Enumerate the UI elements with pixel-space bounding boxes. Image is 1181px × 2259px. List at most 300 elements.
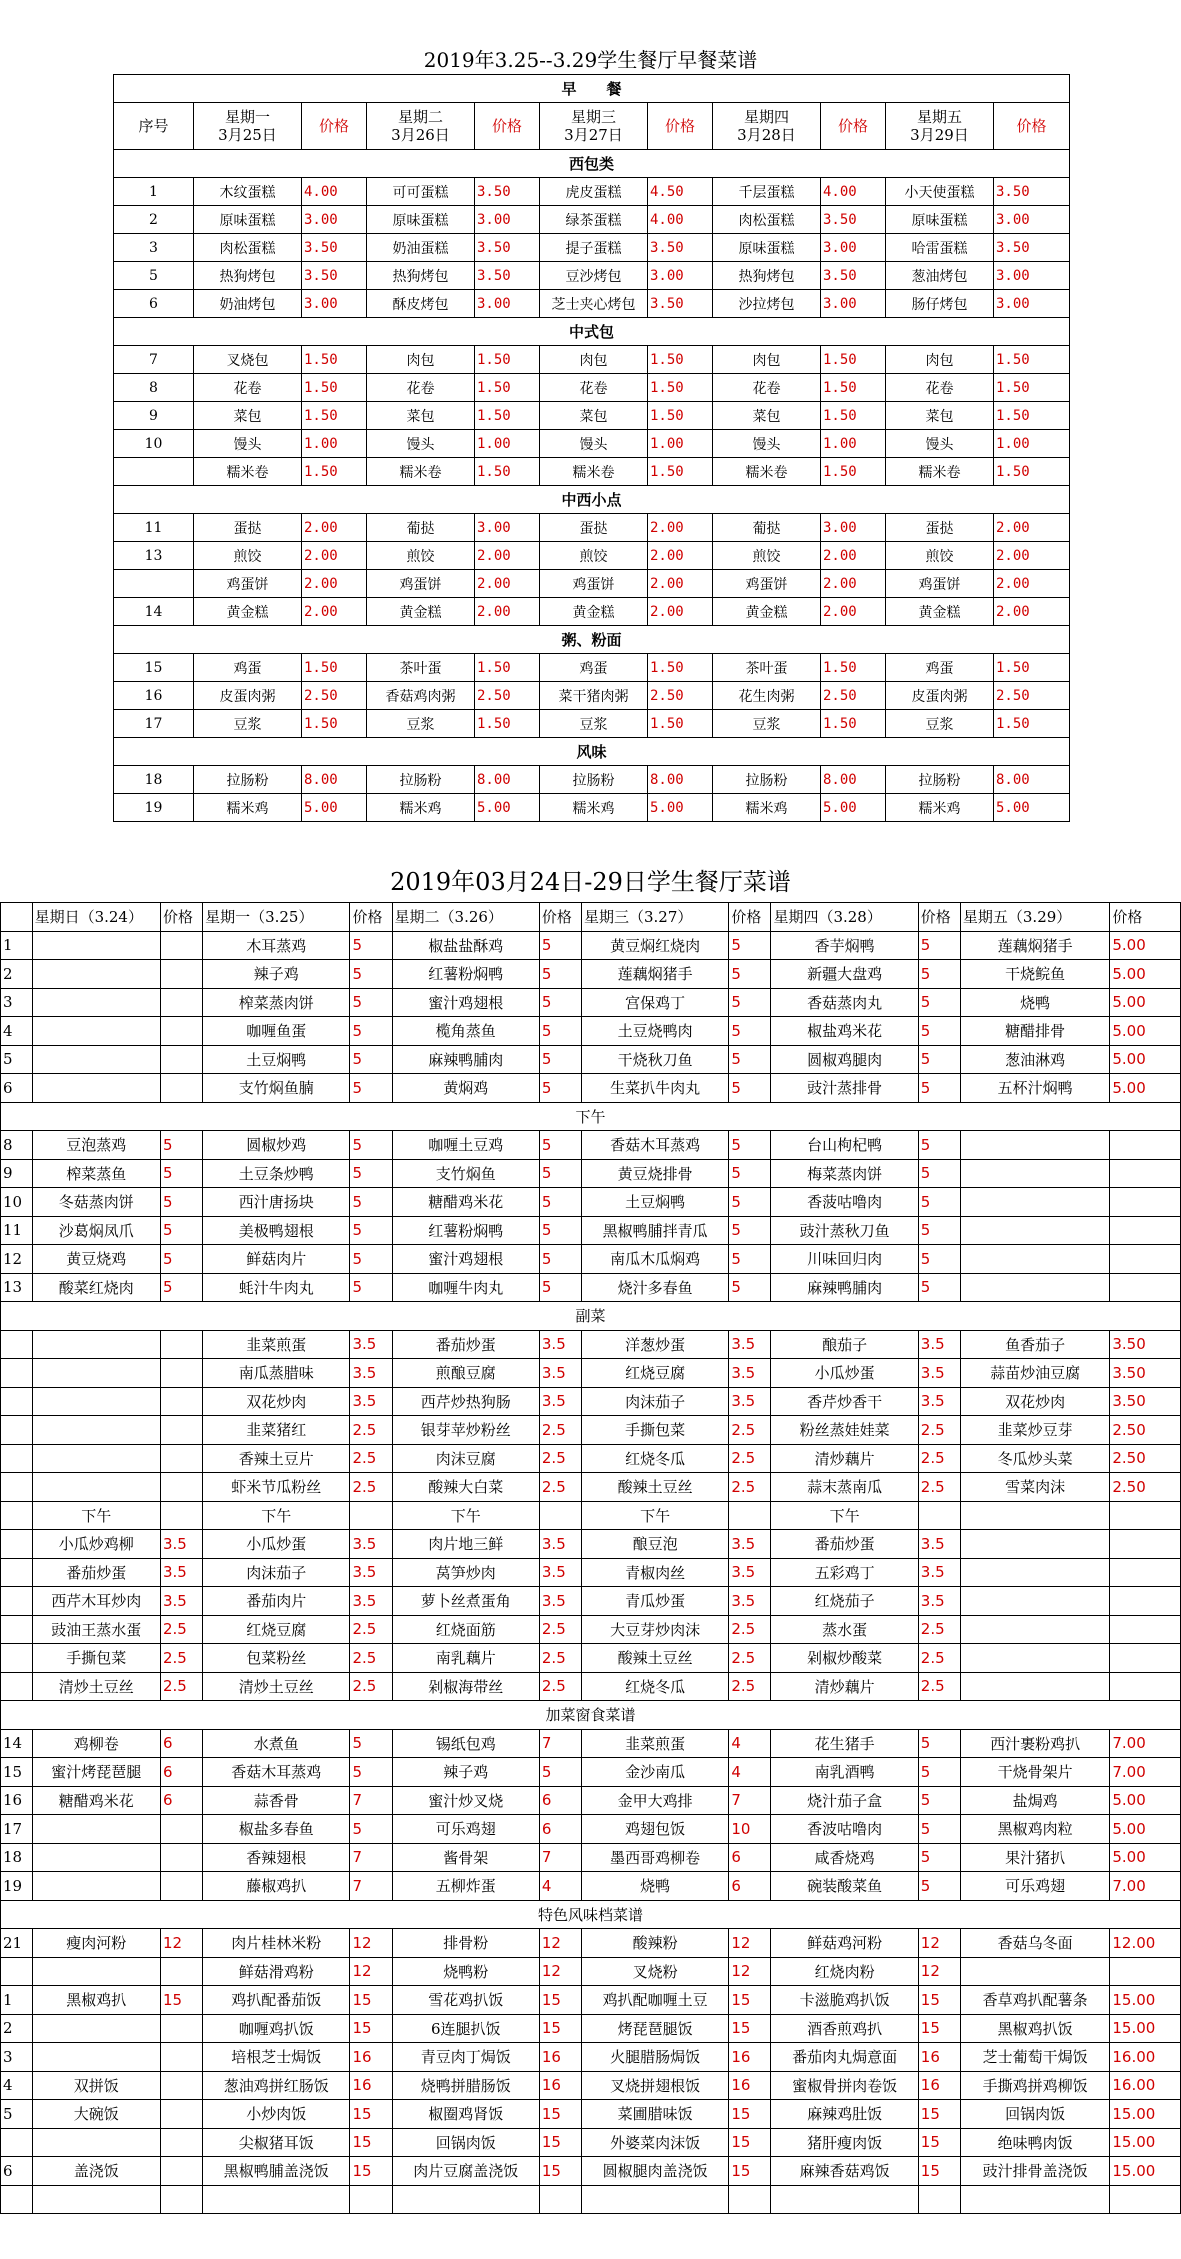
dish-cell: 花卷 [713, 374, 821, 402]
price-cell: 2.00 [648, 598, 713, 626]
table-row [114, 710, 1070, 738]
price-cell: 1.50 [648, 710, 713, 738]
table-row [1, 1473, 1181, 1502]
subheader-row [1, 1501, 1181, 1530]
row-number: 1 [114, 178, 194, 206]
price-cell [1110, 1530, 1181, 1559]
table-row [114, 654, 1070, 682]
dish-cell: 鸡蛋饼 [367, 570, 475, 598]
dish-cell: 煎酿豆腐 [392, 1359, 539, 1388]
price-cell: 2.00 [821, 598, 886, 626]
table-row [1, 1672, 1181, 1701]
price-cell: 2.00 [994, 598, 1070, 626]
price-cell: 2.5 [539, 1672, 581, 1701]
price-cell: 12 [539, 1929, 581, 1958]
header-row [114, 103, 1070, 150]
price-cell: 1.00 [475, 430, 540, 458]
price-cell: 5 [918, 1045, 960, 1074]
price-cell: 2.5 [350, 1672, 392, 1701]
dish-cell [32, 1017, 160, 1046]
price-cell: 3.5 [918, 1587, 960, 1616]
price-cell: 5.00 [1110, 1843, 1181, 1872]
price-cell: 12 [729, 1957, 771, 1986]
row-number [1, 2185, 33, 2214]
dish-cell [960, 1159, 1109, 1188]
dish-cell: 干烧骨架片 [960, 1758, 1109, 1787]
dish-cell: 排骨粉 [392, 1929, 539, 1958]
price-cell [160, 1843, 202, 1872]
dish-cell: 辣子鸡 [203, 960, 350, 989]
dish-cell [203, 2185, 350, 2214]
dish-cell: 黄金糕 [886, 598, 994, 626]
dish-cell: 盐焗鸡 [960, 1786, 1109, 1815]
dish-cell: 咖喱土豆鸡 [392, 1131, 539, 1160]
dish-cell: 土豆条炒鸭 [203, 1159, 350, 1188]
price-cell: 7 [539, 1843, 581, 1872]
price-cell: 5 [918, 1843, 960, 1872]
price-cell: 2.50 [475, 682, 540, 710]
price-cell: 5 [729, 1216, 771, 1245]
dish-cell: 肉包 [367, 346, 475, 374]
price-cell: 4.50 [648, 178, 713, 206]
price-cell: 5 [350, 1159, 392, 1188]
price-cell: 3.00 [302, 206, 367, 234]
price-cell: 5 [160, 1188, 202, 1217]
dish-cell: 银芽苹炒粉丝 [392, 1416, 539, 1445]
price-cell: 15 [350, 2128, 392, 2157]
dish-cell: 豆浆 [886, 710, 994, 738]
dish-cell: 可乐鸡翅 [392, 1815, 539, 1844]
dish-cell: 蒜香骨 [203, 1786, 350, 1815]
table-row [1, 1273, 1181, 1302]
price-cell: 15.00 [1110, 2100, 1181, 2129]
price-cell [1110, 1672, 1181, 1701]
dish-cell: 茶叶蛋 [367, 654, 475, 682]
price-cell: 15 [729, 2014, 771, 2043]
row-number: 6 [1, 2157, 33, 2186]
price-cell: 1.50 [302, 458, 367, 486]
dish-cell: 香菠咕噜肉 [771, 1188, 918, 1217]
dish-cell: 椒圈鸡肾饭 [392, 2100, 539, 2129]
price-cell: 5 [350, 1729, 392, 1758]
dish-cell: 木纹蛋糕 [194, 178, 302, 206]
dish-cell: 大豆芽炒肉沫 [581, 1615, 728, 1644]
dish-cell: 手撕包菜 [581, 1416, 728, 1445]
dish-cell: 奶油蛋糕 [367, 234, 475, 262]
dish-cell: 豆浆 [367, 710, 475, 738]
table-row [114, 430, 1070, 458]
dish-cell: 花卷 [194, 374, 302, 402]
price-cell: 3.5 [918, 1530, 960, 1559]
price-cell: 2.00 [994, 514, 1070, 542]
dish-cell: 韭菜煎蛋 [581, 1729, 728, 1758]
dish-cell: 豆浆 [194, 710, 302, 738]
price-cell: 3.5 [539, 1359, 581, 1388]
price-cell: 15.00 [1110, 1986, 1181, 2015]
price-cell: 2.5 [350, 1416, 392, 1445]
meal-row [114, 75, 1070, 103]
row-number [1, 1957, 33, 1986]
price-cell: 3.5 [539, 1558, 581, 1587]
price-cell: 1.50 [821, 710, 886, 738]
row-number: 17 [114, 710, 194, 738]
dish-cell: 肉包 [713, 346, 821, 374]
dish-cell: 葱油淋鸡 [960, 1045, 1109, 1074]
price-cell [160, 2100, 202, 2129]
price-cell: 5 [160, 1245, 202, 1274]
row-number: 5 [1, 1045, 33, 1074]
dish-cell: 咖喱鸡扒饭 [203, 2014, 350, 2043]
dish-cell: 蒸水蛋 [771, 1615, 918, 1644]
price-cell: 5 [729, 1131, 771, 1160]
price-cell: 1.50 [302, 654, 367, 682]
price-cell: 8.00 [821, 766, 886, 794]
dish-cell: 糖醋排骨 [960, 1017, 1109, 1046]
price-cell: 5 [350, 931, 392, 960]
table-row [114, 234, 1070, 262]
price-cell [918, 2185, 960, 2214]
dish-cell: 锡纸包鸡 [392, 1729, 539, 1758]
dish-cell: 原味蛋糕 [713, 234, 821, 262]
price-cell: 3.50 [821, 262, 886, 290]
dish-cell: 肉沫茄子 [203, 1558, 350, 1587]
table-row [1, 1330, 1181, 1359]
price-cell: 2.5 [160, 1644, 202, 1673]
dish-cell: 清炒藕片 [771, 1444, 918, 1473]
section-header [114, 150, 1070, 178]
row-number: 14 [1, 1729, 33, 1758]
dish-cell: 菜干猪肉粥 [540, 682, 648, 710]
dish-cell: 鸡蛋饼 [194, 570, 302, 598]
price-cell: 1.50 [475, 346, 540, 374]
price-cell: 5 [729, 988, 771, 1017]
dish-cell: 手撕鸡拼鸡柳饭 [960, 2071, 1109, 2100]
dish-cell: 蜜汁鸡翅根 [392, 988, 539, 1017]
dish-cell [960, 1131, 1109, 1160]
row-number: 15 [114, 654, 194, 682]
price-cell: 16 [729, 2071, 771, 2100]
dish-cell: 酥皮烤包 [367, 290, 475, 318]
price-cell: 3.50 [821, 206, 886, 234]
dish-cell: 馒头 [713, 430, 821, 458]
column-header: 星期一（3.25） [203, 903, 350, 932]
dish-cell: 煎饺 [886, 542, 994, 570]
price-cell: 1.50 [994, 654, 1070, 682]
price-cell: 15 [350, 2100, 392, 2129]
price-cell: 5 [918, 1758, 960, 1787]
price-cell: 15 [539, 2157, 581, 2186]
table-row [114, 514, 1070, 542]
breakfast-menu [113, 46, 1068, 822]
price-cell: 1.50 [302, 402, 367, 430]
section-title: 中式包 [114, 318, 1070, 346]
dish-cell [32, 1957, 160, 1986]
dish-cell: 青椒肉丝 [581, 1558, 728, 1587]
price-cell: 3.50 [994, 234, 1070, 262]
column-header: 价格 [350, 903, 392, 932]
price-cell: 16 [918, 2071, 960, 2100]
price-cell: 3.5 [918, 1387, 960, 1416]
price-cell [539, 1501, 581, 1530]
column-header: 价格 [539, 903, 581, 932]
column-header: 星期四（3.28） [771, 903, 918, 932]
column-header: 价格 [1110, 903, 1181, 932]
price-cell [160, 2128, 202, 2157]
dish-cell: 萝卜丝煮蛋角 [392, 1587, 539, 1616]
row-number: 1 [1, 1986, 33, 2015]
dish-cell: 蚝汁牛肉丸 [203, 1273, 350, 1302]
dish-cell: 烧鸭拼腊肠饭 [392, 2071, 539, 2100]
price-cell [160, 1957, 202, 1986]
dish-cell: 黑椒鸡肉粒 [960, 1815, 1109, 1844]
dish-cell: 南乳酒鸭 [771, 1758, 918, 1787]
dish-cell: 虎皮蛋糕 [540, 178, 648, 206]
price-cell [918, 1501, 960, 1530]
dish-cell: 酿豆泡 [581, 1530, 728, 1559]
price-cell: 5 [350, 988, 392, 1017]
dish-cell: 芝士葡萄干焗饭 [960, 2043, 1109, 2072]
price-cell: 15 [729, 1986, 771, 2015]
dish-cell: 红烧肉粉 [771, 1957, 918, 1986]
price-cell: 3.5 [350, 1359, 392, 1388]
dish-cell: 肉片豆腐盖浇饭 [392, 2157, 539, 2186]
column-header: 星期三（3.27） [581, 903, 728, 932]
row-number: 3 [1, 2043, 33, 2072]
dish-cell: 葡挞 [713, 514, 821, 542]
dish-cell: 五杯汁焖鸭 [960, 1074, 1109, 1103]
dish-cell: 馒头 [886, 430, 994, 458]
row-number: 7 [114, 346, 194, 374]
price-cell: 6 [729, 1843, 771, 1872]
dish-cell: 沙葛焖凤爪 [32, 1216, 160, 1245]
price-cell: 3.5 [918, 1359, 960, 1388]
dish-cell: 哈雷蛋糕 [886, 234, 994, 262]
dish-cell: 青瓜炒蛋 [581, 1587, 728, 1616]
price-cell: 16.00 [1110, 2043, 1181, 2072]
dish-cell: 煎饺 [194, 542, 302, 570]
price-cell: 10 [729, 1815, 771, 1844]
price-cell: 3.00 [821, 290, 886, 318]
dish-cell [32, 1815, 160, 1844]
price-cell: 3.5 [350, 1387, 392, 1416]
dish-cell: 拉肠粉 [367, 766, 475, 794]
dish-cell: 五柳炸蛋 [392, 1872, 539, 1901]
column-header: 星期一 3月25日 [194, 103, 302, 150]
table-row [114, 598, 1070, 626]
table-row [1, 2185, 1181, 2214]
dish-cell: 烧鸭粉 [392, 1957, 539, 1986]
price-cell [1110, 1644, 1181, 1673]
dish-cell [32, 931, 160, 960]
price-cell: 5 [539, 1188, 581, 1217]
dish-cell: 木耳蒸鸡 [203, 931, 350, 960]
lunch-table [0, 902, 1181, 2214]
row-number [1, 1473, 33, 1502]
price-cell: 5 [160, 1273, 202, 1302]
dish-cell: 圆椒炒鸡 [203, 1131, 350, 1160]
price-cell: 4.00 [821, 178, 886, 206]
price-cell: 5 [350, 1017, 392, 1046]
price-cell: 15 [539, 2014, 581, 2043]
dish-cell: 椒盐鸡米花 [771, 1017, 918, 1046]
row-number: 4 [1, 1017, 33, 1046]
price-cell: 3.5 [729, 1387, 771, 1416]
dish-cell: 肉沫茄子 [581, 1387, 728, 1416]
dish-cell: 西汁唐扬块 [203, 1188, 350, 1217]
price-cell: 15.00 [1110, 2157, 1181, 2186]
price-cell: 15 [539, 1986, 581, 2015]
column-header: 价格 [160, 903, 202, 932]
dish-cell: 肠仔烤包 [886, 290, 994, 318]
price-cell: 2.50 [821, 682, 886, 710]
row-number: 2 [114, 206, 194, 234]
section-title: 粥、粉面 [114, 626, 1070, 654]
price-cell: 5 [539, 931, 581, 960]
table-row [1, 1045, 1181, 1074]
dish-cell: 干烧秋刀鱼 [581, 1045, 728, 1074]
dish-cell: 糯米鸡 [194, 794, 302, 822]
price-cell: 12 [160, 1929, 202, 1958]
table-row [114, 346, 1070, 374]
price-cell: 12 [918, 1957, 960, 1986]
dish-cell: 菜包 [540, 402, 648, 430]
dish-cell: 香草鸡扒配薯条 [960, 1986, 1109, 2015]
table-row [114, 794, 1070, 822]
table-row [1, 1416, 1181, 1445]
price-cell: 12.00 [1110, 1929, 1181, 1958]
dish-cell: 花生肉粥 [713, 682, 821, 710]
section-title: 风味 [114, 738, 1070, 766]
price-cell: 5 [918, 1159, 960, 1188]
dish-cell: 鸡蛋饼 [886, 570, 994, 598]
price-cell: 4 [729, 1758, 771, 1787]
dish-cell: 南瓜蒸腊味 [203, 1359, 350, 1388]
dish-cell: 冬菇蒸肉饼 [32, 1188, 160, 1217]
price-cell: 3.5 [350, 1558, 392, 1587]
price-cell: 1.50 [648, 654, 713, 682]
price-cell: 3.50 [994, 178, 1070, 206]
price-cell: 3.5 [160, 1558, 202, 1587]
dish-cell: 拉肠粉 [713, 766, 821, 794]
dish-cell: 糯米鸡 [540, 794, 648, 822]
dish-cell: 韭菜炒豆芽 [960, 1416, 1109, 1445]
row-number: 8 [114, 374, 194, 402]
price-cell: 8.00 [994, 766, 1070, 794]
price-cell [160, 931, 202, 960]
price-cell: 15 [918, 1986, 960, 2015]
dish-cell: 川味回归肉 [771, 1245, 918, 1274]
column-header [1, 903, 33, 932]
price-cell: 3.5 [160, 1587, 202, 1616]
dish-cell: 香菇蒸肉丸 [771, 988, 918, 1017]
price-cell: 1.50 [648, 374, 713, 402]
price-cell: 5 [350, 1273, 392, 1302]
column-header: 价格 [302, 103, 367, 150]
price-cell: 2.5 [160, 1615, 202, 1644]
dish-cell: 麻辣香菇鸡饭 [771, 2157, 918, 2186]
dish-cell: 小瓜炒蛋 [771, 1359, 918, 1388]
price-cell: 1.50 [475, 654, 540, 682]
dish-cell: 菜包 [367, 402, 475, 430]
table-row [1, 1444, 1181, 1473]
row-number: 3 [1, 988, 33, 1017]
price-cell: 15.00 [1110, 2014, 1181, 2043]
section-header [1, 1102, 1181, 1131]
dish-cell: 蜜汁鸡翅根 [392, 1245, 539, 1274]
dish-cell: 榄角蒸鱼 [392, 1017, 539, 1046]
column-header: 星期三 3月27日 [540, 103, 648, 150]
price-cell: 2.50 [648, 682, 713, 710]
dish-cell: 香辣翅根 [203, 1843, 350, 1872]
dish-cell: 雪花鸡扒饭 [392, 1986, 539, 2015]
dish-cell [32, 1473, 160, 1502]
dish-cell: 咸香烧鸡 [771, 1843, 918, 1872]
dish-cell: 咖喱牛肉丸 [392, 1273, 539, 1302]
dish-cell: 红烧豆腐 [581, 1359, 728, 1388]
price-cell [729, 1501, 771, 1530]
dish-cell: 蜜汁炒叉烧 [392, 1786, 539, 1815]
table-row [1, 1786, 1181, 1815]
dish-cell: 糯米卷 [367, 458, 475, 486]
dish-cell: 绿茶蛋糕 [540, 206, 648, 234]
dish-cell: 小瓜炒蛋 [203, 1530, 350, 1559]
dish-cell: 宫保鸡丁 [581, 988, 728, 1017]
price-cell: 3.5 [350, 1587, 392, 1616]
subheader-cell: 下午 [32, 1501, 160, 1530]
dish-cell [32, 2128, 160, 2157]
dish-cell: 酸菜红烧肉 [32, 1273, 160, 1302]
dish-cell: 双花炒肉 [203, 1387, 350, 1416]
dish-cell: 蒜苗炒油豆腐 [960, 1359, 1109, 1388]
price-cell: 5.00 [1110, 931, 1181, 960]
dish-cell: 香芋焖鸭 [771, 931, 918, 960]
dish-cell: 金甲大鸡排 [581, 1786, 728, 1815]
price-cell: 2.00 [994, 570, 1070, 598]
price-cell: 16 [918, 2043, 960, 2072]
dish-cell: 双拼饭 [32, 2071, 160, 2100]
row-number: 2 [1, 960, 33, 989]
price-cell: 8.00 [648, 766, 713, 794]
price-cell: 5 [918, 1017, 960, 1046]
price-cell [1110, 1558, 1181, 1587]
dish-cell: 小天使蛋糕 [886, 178, 994, 206]
price-cell: 15 [918, 2157, 960, 2186]
dish-cell: 糯米卷 [540, 458, 648, 486]
dish-cell: 茶叶蛋 [713, 654, 821, 682]
dish-cell: 豆浆 [540, 710, 648, 738]
breakfast-table [113, 74, 1070, 822]
price-cell: 2.00 [475, 570, 540, 598]
price-cell [160, 1074, 202, 1103]
price-cell: 4 [539, 1872, 581, 1901]
price-cell: 6 [729, 1872, 771, 1901]
dish-cell: 叉烧包 [194, 346, 302, 374]
table-row [1, 2157, 1181, 2186]
table-row [1, 1986, 1181, 2015]
dish-cell: 酸辣土豆丝 [581, 1473, 728, 1502]
row-number [1, 1615, 33, 1644]
dish-cell: 黑椒鸡扒 [32, 1986, 160, 2015]
price-cell [1110, 1245, 1181, 1274]
dish-cell: 热狗烤包 [713, 262, 821, 290]
row-number: 13 [114, 542, 194, 570]
dish-cell: 南乳藕片 [392, 1644, 539, 1673]
dish-cell: 花卷 [540, 374, 648, 402]
price-cell: 6 [539, 1786, 581, 1815]
dish-cell: 金沙南瓜 [581, 1758, 728, 1787]
dish-cell: 榨菜蒸鱼 [32, 1159, 160, 1188]
dish-cell: 黄金糕 [367, 598, 475, 626]
